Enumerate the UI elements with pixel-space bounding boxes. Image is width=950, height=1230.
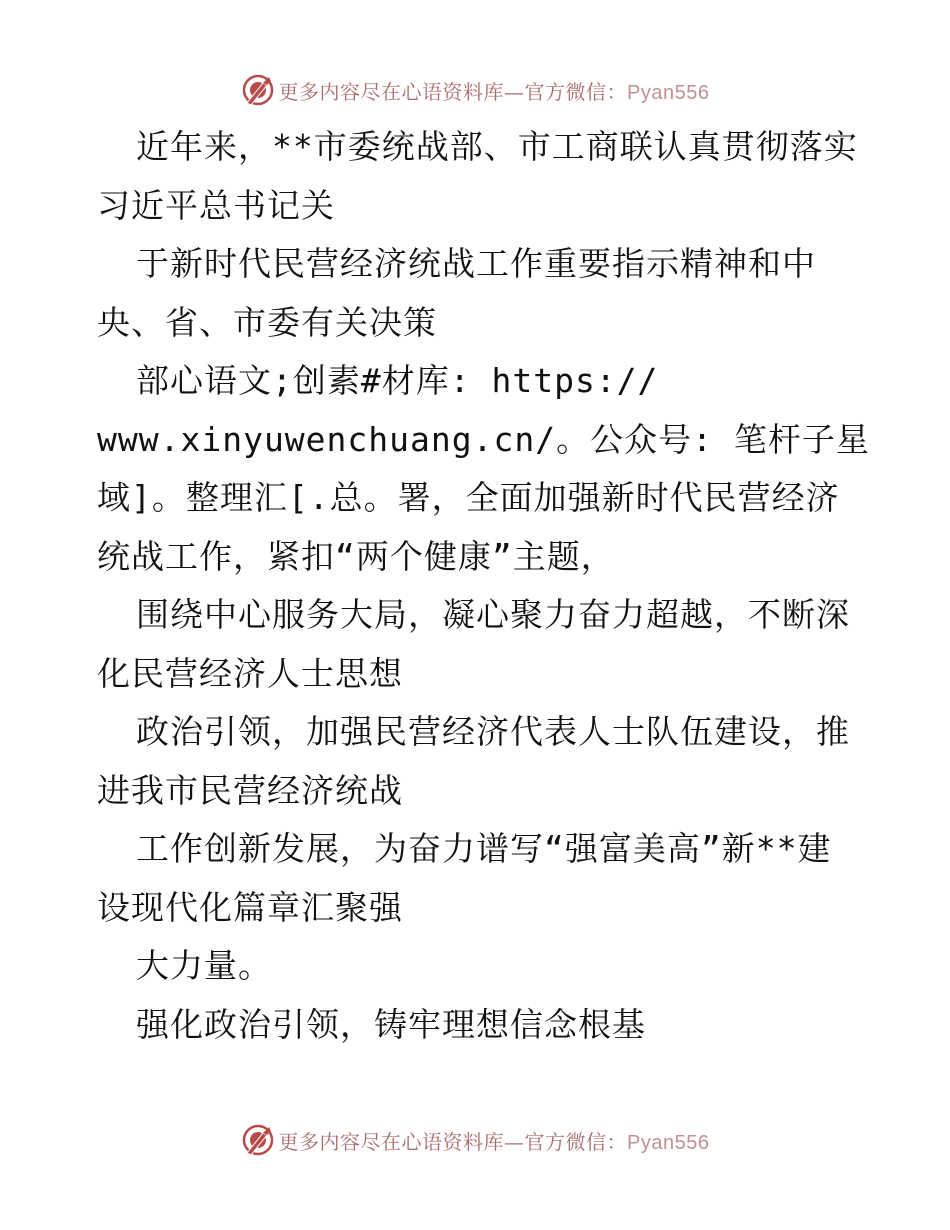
paragraph-line: 设现代化篇章汇聚强 (97, 887, 403, 927)
paragraph-line: 部心语文;创素#材库: https:// (136, 361, 659, 400)
paragraph-line: 围绕中心服务大局，凝心聚力奋力超越，不断深 (136, 595, 850, 634)
pen-logo-icon (241, 1123, 275, 1157)
paragraph-line: 习近平总书记关 (97, 185, 335, 225)
paragraph-line: 近年来，**市委统战部、市工商联认真贯彻落实 (136, 127, 858, 166)
paragraph-line: 统战工作，紧扣“两个健康”主题， (97, 536, 615, 576)
paragraph-line: 化民营经济人士思想 (97, 653, 403, 693)
paragraph-line: 进我市民营经济统战 (97, 770, 403, 810)
footer-banner-text (279, 1126, 710, 1155)
paragraph-line: 政治引领，加强民营经济代表人士队伍建设，推 (136, 712, 850, 751)
header-banner-wechat: Pyan556 (627, 81, 710, 104)
footer-banner (0, 1120, 950, 1160)
paragraph-line: 工作创新发展，为奋力谱写“强富美高”新**建 (136, 829, 832, 868)
paragraph-line: 央、省、市委有关决策 (97, 302, 437, 342)
section-heading: 强化政治引领，铸牢理想信念根基 (136, 1004, 646, 1044)
header-banner (0, 70, 950, 110)
footer-banner-wechat: Pyan556 (627, 1131, 710, 1154)
footer-banner-main: 更多内容尽在心语资料库—官方微信： (278, 1129, 628, 1154)
pen-logo-icon (241, 73, 275, 107)
paragraph-line: 于新时代民营经济统战工作重要指示精神和中 (136, 244, 816, 283)
header-banner-text (279, 76, 710, 105)
paragraph-line: www.xinyuwenchuang.cn/。公众号: 笔杆子星 (97, 419, 870, 459)
header-banner-main: 更多内容尽在心语资料库—官方微信： (278, 79, 628, 104)
paragraph-line: 大力量。 (136, 946, 272, 985)
document-body (97, 118, 877, 1054)
paragraph-line: 域]。整理汇[.总。署，全面加强新时代民营经济 (97, 478, 840, 517)
